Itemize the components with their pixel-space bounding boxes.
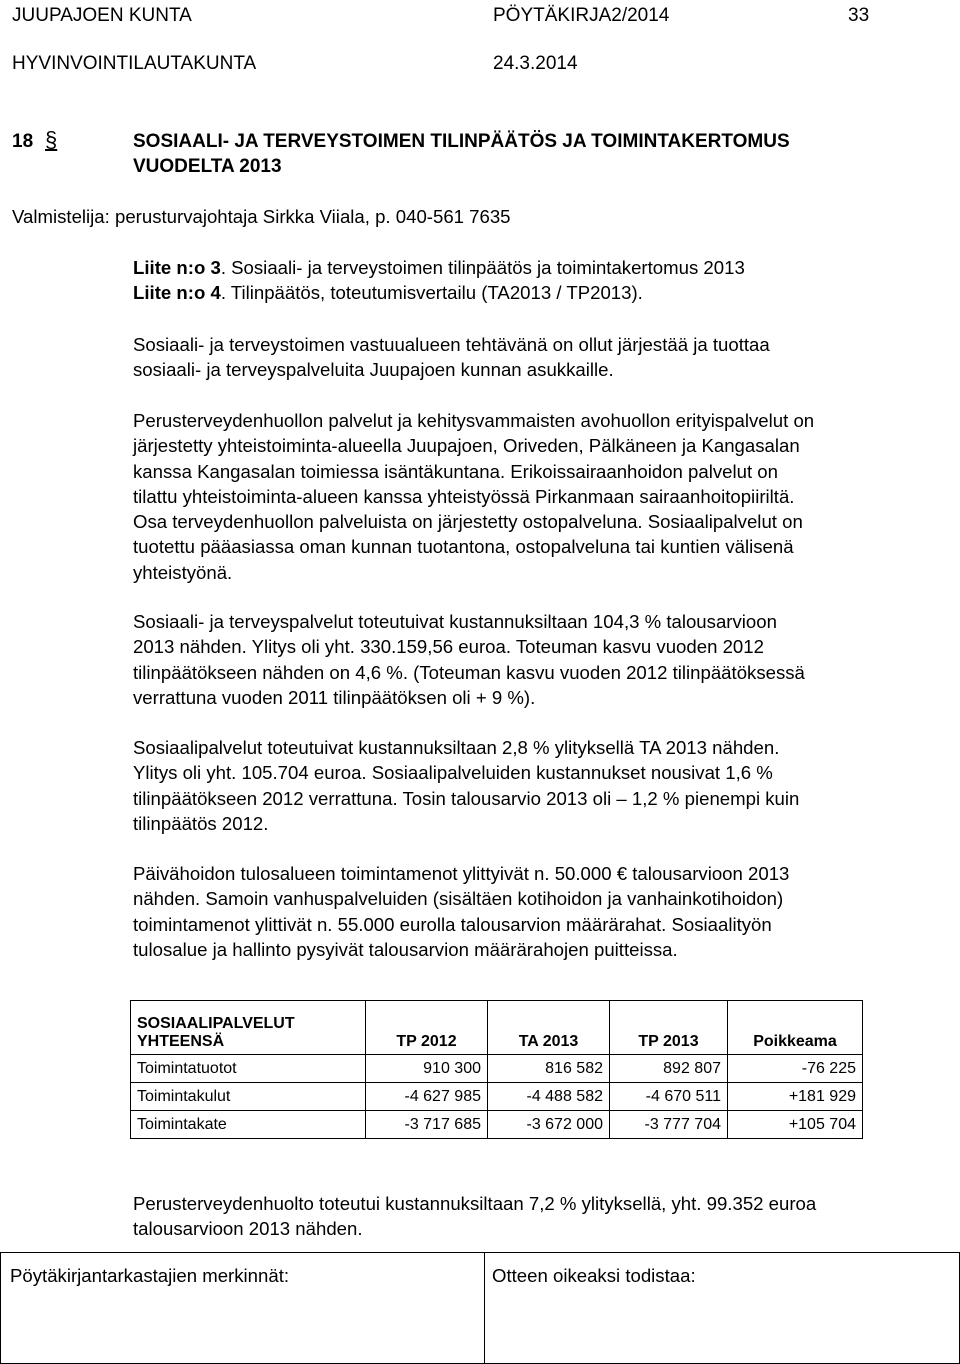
paragraph-5 [133,861,789,962]
table-column-header: TP 2012 [366,1001,488,1055]
paragraph-2-line: Osa terveydenhuollon palveluista on järjestetty ostopalveluna. Sosiaalipalvelut on [133,511,803,533]
table-cell: 816 582 [488,1055,610,1083]
table-cell: -4 488 582 [488,1083,610,1111]
paragraph-4-line: Ylitys oli yht. 105.704 euroa. Sosiaalipalveluiden kustannukset nousivat 1,6 % [133,762,773,784]
paragraph-4-line: tilinpäätökseen 2012 verrattuna. Tosin talousarvio 2013 oli – 1,2 % pienempi kuin [133,787,800,809]
paragraph-1-line: sosiaali- ja terveyspalveluita Juupajoen kunnan asukkaille. [133,359,614,381]
paragraph-2-line: kanssa Kangasalan toimiessa isäntäkuntana. Erikoissairaanhoidon palvelut on [133,460,778,482]
table-header-label [131,1001,366,1055]
paragraph-2-line: järjestetty yhteistoiminta-alueella Juupajoen, Oriveden, Pälkäneen ja Kangasalan [133,435,800,457]
paragraph-6-line: talousarvioon 2013 nähden. [133,1218,363,1240]
section-symbol: § [45,127,58,152]
paragraph-4-line: tilinpäätös 2012. [133,812,269,834]
table-row [131,1083,863,1111]
paragraph-1-line: Sosiaali- ja terveystoimen vastuualueen tehtävänä on ollut järjestää ja tuottaa [133,334,770,355]
attachment-3-text: . Sosiaali- ja terveystoimen tilinpäätös ja toimintakertomus 2013 [220,257,745,278]
table-header-row [131,1001,863,1055]
paragraph-3 [133,609,805,710]
paragraph-5-line: Päivähoidon tulosalueen toimintamenot ylittyivät n. 50.000 € talousarvioon 2013 [133,863,790,884]
footer-reviewers-label: Pöytäkirjantarkastajien merkinnät: [10,1265,290,1286]
paragraph-3-line: 2013 nähden. Ylitys oli yht. 330.159,56 euroa. Toteuman kasvu vuoden 2012 [133,636,764,658]
table-cell: 892 807 [610,1055,728,1083]
paragraph-6-line: Perusterveydenhuolto toteutui kustannuksiltaan 7,2 % ylityksellä, yht. 99.352 euroa [133,1193,817,1214]
attachment-3-label: Liite n:o 3 [133,257,221,278]
table-header-label-line1: SOSIAALIPALVELUT [137,1015,295,1032]
table-row-label: Toimintakate [131,1111,366,1139]
paragraph-2-line: tilattu yhteistoiminta-alueen kanssa yhteistyössä Pirkanmaan sairaanhoitopiiriltä. [133,485,795,507]
attachment-4-text: . Tilinpäätös, toteutumisvertailu (TA2013 / TP2013). [220,282,643,303]
section-number: 18 [12,131,34,152]
header-page-number: 33 [848,5,870,26]
table-cell: 910 300 [366,1055,488,1083]
paragraph-2-line: yhteistyönä. [133,561,233,583]
table-header-label-line2: YHTEENSÄ [137,1033,225,1050]
header-doc: PÖYTÄKIRJA2/2014 [493,5,670,26]
table-row-label: Toimintatuotot [131,1055,366,1083]
preparer-line: Valmistelija: perusturvajohtaja Sirkka Viiala, p. 040-561 7635 [12,206,511,227]
table-row [131,1055,863,1083]
attachment-4-label: Liite n:o 4 [133,282,221,303]
table-row-label: Toimintakulut [131,1083,366,1111]
attachment-3 [133,257,745,279]
paragraph-5-line: toimintamenot ylittivät n. 55.000 eurolla talousarvion määrärahat. Sosiaalityön [133,913,772,935]
paragraph-3-line: Sosiaali- ja terveyspalvelut toteutuivat kustannuksiltaan 104,3 % talousarvioon [133,611,777,632]
header-date: 24.3.2014 [493,53,578,74]
paragraph-4 [133,735,799,836]
header-board: HYVINVOINTILAUTAKUNTA [12,53,257,74]
paragraph-5-line: tulosalue ja hallinto pysyivät talousarvion määrärahojen puitteissa. [133,938,678,960]
paragraph-2-line: Perusterveydenhuollon palvelut ja kehitysvammaisten avohuollon erityispalvelut on [133,410,815,431]
table-cell: +105 704 [728,1111,863,1139]
paragraph-4-line: Sosiaalipalvelut toteutuivat kustannuksiltaan 2,8 % ylityksellä TA 2013 nähden. [133,737,780,758]
table-cell: -4 627 985 [366,1083,488,1111]
header-org: JUUPAJOEN KUNTA [12,5,192,26]
paragraph-1 [133,332,770,383]
table-cell: +181 929 [728,1083,863,1111]
table-cell: -3 777 704 [610,1111,728,1139]
attachment-4 [133,282,643,304]
table-column-header: Poikkeama [728,1001,863,1055]
paragraph-3-line: tilinpäätökseen nähden on 4,6 %. (Toteuman kasvu vuoden 2012 tilinpäätöksessä [133,661,805,683]
table-cell: -3 672 000 [488,1111,610,1139]
paragraph-5-line: nähden. Samoin vanhuspalveluiden (sisältäen kotihoidon ja vanhainkotihoidon) [133,888,784,910]
footer-divider [484,1252,485,1364]
paragraph-3-line: verrattuna vuoden 2011 tilinpäätöksen oli + 9 %). [133,686,536,708]
paragraph-2-line: tuotettu pääasiassa oman kunnan tuotantona, ostopalveluna tai kuntien välisenä [133,536,794,558]
section-title-line2: VUODELTA 2013 [133,156,282,177]
financial-summary-table [130,1000,863,1139]
section-title-line1: SOSIAALI- JA TERVEYSTOIMEN TILINPÄÄTÖS JA TOIMINTAKERTOMUS [133,131,790,152]
table-column-header: TP 2013 [610,1001,728,1055]
footer-certification-label: Otteen oikeaksi todistaa: [492,1265,696,1286]
paragraph-2 [133,408,814,585]
table-cell: -3 717 685 [366,1111,488,1139]
table-column-header: TA 2013 [488,1001,610,1055]
paragraph-6 [133,1191,816,1242]
table-row [131,1111,863,1139]
table-cell: -4 670 511 [610,1083,728,1111]
table-cell: -76 225 [728,1055,863,1083]
